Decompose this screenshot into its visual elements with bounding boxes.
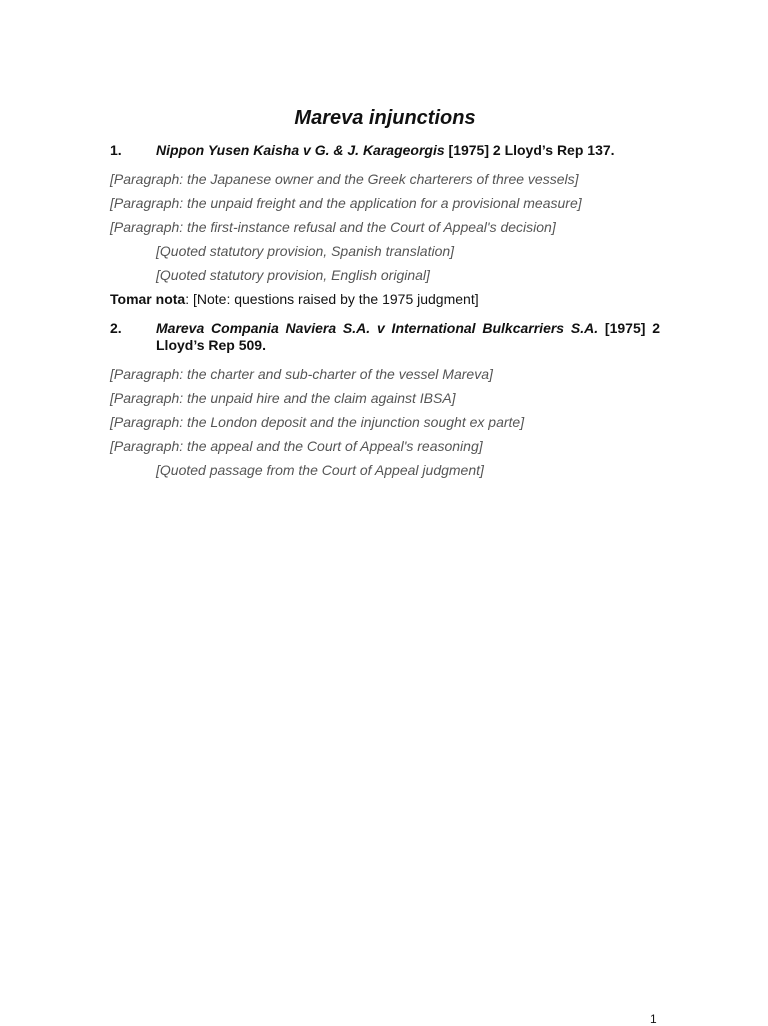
- note-text: [Note: questions raised by the 1975 judgment]: [192, 291, 479, 307]
- case-citation: [1975] 2 Lloyd’s Rep 137.: [444, 142, 615, 158]
- paragraph: [Paragraph: the appeal and the Court of Appeal's reasoning]: [110, 438, 483, 454]
- paragraph: [Paragraph: the Japanese owner and the Greek charterers of three vessels]: [110, 171, 579, 187]
- paragraph: [Paragraph: the first-instance refusal and the Court of Appeal's decision]: [110, 219, 556, 235]
- section-heading-2: [110, 320, 660, 354]
- block-quote: [Quoted statutory provision, Spanish translation]: [156, 243, 455, 259]
- paragraph: [Paragraph: the unpaid hire and the claim against IBSA]: [110, 390, 456, 406]
- document-body: [110, 100, 660, 486]
- case-title: [156, 142, 660, 159]
- page-title: Mareva injunctions: [294, 107, 476, 129]
- note-label: Tomar nota: [110, 291, 186, 307]
- case-title: [156, 320, 660, 354]
- block-quote: [Quoted passage from the Court of Appeal judgment]: [156, 462, 484, 478]
- case-citation: [1975] 2 Lloyd’s Rep 509.: [156, 320, 660, 353]
- page-number: 1: [650, 1012, 657, 1026]
- paragraph: [Paragraph: the unpaid freight and the application for a provisional measure]: [110, 195, 582, 211]
- paragraph: [Paragraph: the London deposit and the injunction sought ex parte]: [110, 414, 525, 430]
- case-name: Nippon Yusen Kaisha v G. & J. Karageorgis: [156, 142, 445, 158]
- case-name: Mareva Compania Naviera S.A. v International Bulkcarriers S.A.: [156, 320, 599, 336]
- section-heading-1: [110, 142, 660, 159]
- section-number: 2.: [110, 320, 122, 336]
- paragraph: [Paragraph: the charter and sub-charter of the vessel Mareva]: [110, 366, 493, 382]
- block-quote-english: [Quoted statutory provision, English original]: [156, 267, 430, 283]
- note-paragraph: Tomar nota: [Note: questions raised by the 1975 judgment]: [110, 291, 479, 307]
- section-number: 1.: [110, 142, 122, 158]
